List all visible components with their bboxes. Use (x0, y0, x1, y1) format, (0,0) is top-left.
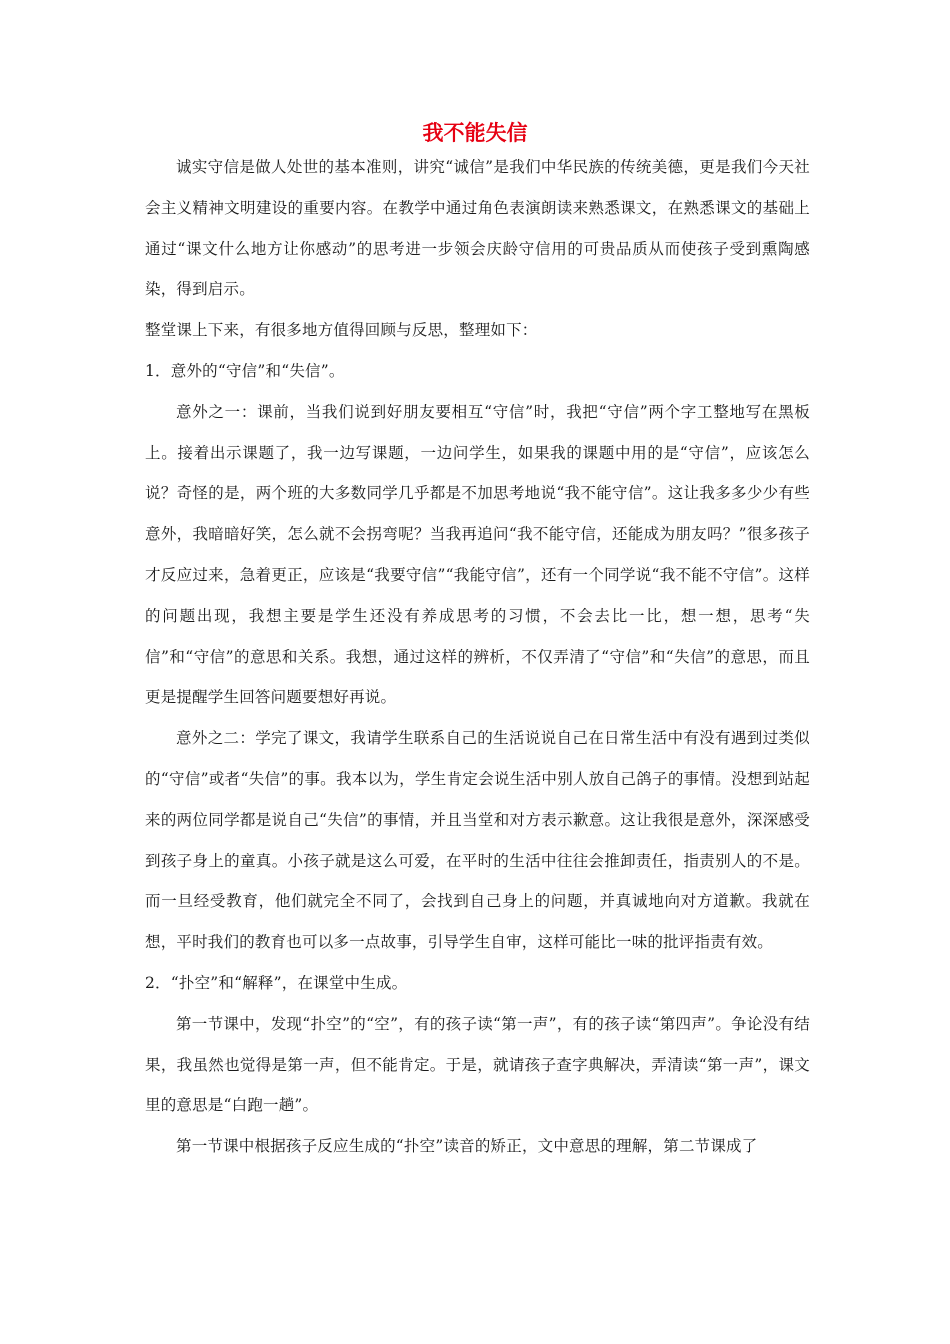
document-body (145, 147, 810, 1167)
section-heading-2: 2．“扑空”和“解释”，在课堂中生成。 (145, 973, 408, 992)
paragraph-second-lesson: 第一节课中根据孩子反应生成的“扑空”读音的矫正，文中意思的理解，第二节课成了 (176, 1137, 758, 1156)
paragraph-first-lesson: 第一节课中，发现“扑空”的“空”，有的孩子读“第一声”，有的孩子读“第四声”。争论没有结果，我虽然也觉得是第一声，但不能肯定。于是，就请孩子查字典解决，弄清读“第一声”，课文里的意思是“白跑一趟”。 (145, 1014, 810, 1115)
paragraph-surprise-2: 意外之二：学完了课文，我请学生联系自己的生活说说自己在日常生活中有没有遇到过类似的“守信”或者“失信”的事。我本以为，学生肯定会说生活中别人放自己鸽子的事情。没想到站起来的两位同学都是说自己“失信”的事情，并且当堂和对方表示歉意。这让我很是意外，深深感受到孩子身上的童真。小孩子就是这么可爱，在平时的生活中往往会推卸责任，指责别人的不是。而一旦经受教育，他们就完全不同了，会找到自己身上的问题，并真诚地向对方道歉。我就在想，平时我们的教育也可以多一点故事，引导学生自审，这样可能比一味的批评指责有效。 (145, 729, 810, 952)
document-title: 我不能失信 (422, 121, 528, 145)
section-heading-1: 1．意外的“守信”和“失信”。 (145, 361, 345, 380)
paragraph-surprise-1: 意外之一：课前，当我们说到好朋友要相互“守信”时，我把“守信”两个字工整地写在黑板上。接着出示课题了，我一边写课题，一边问学生，如果我的课题中用的是“守信”，应该怎么说？奇怪的是，两个班的大多数同学几乎都是不加思考地说“我不能守信”。这让我多多少少有些意外，我暗暗好笑，怎么就不会拐弯呢？当我再追问“我不能守信，还能成为朋友吗？”很多孩子才反应过来，急着更正，应该是“我要守信”“我能守信”，还有一个同学说“我不能不守信”。这样的问题出现，我想主要是学生还没有养成思考的习惯，不会去比一比，想一想，思考“失信”和“守信”的意思和关系。我想，通过这样的辨析，不仅弄清了“守信”和“失信”的意思，而且更是提醒学生回答问题要想好再说。 (145, 402, 810, 707)
paragraph-intro: 诚实守信是做人处世的基本准则，讲究“诚信”是我们中华民族的传统美德，更是我们今天社会主义精神文明建设的重要内容。在教学中通过角色表演朗读来熟悉课文，在熟悉课文的基础上通过“课文什么地方让你感动”的思考进一步领会庆龄守信用的可贵品质从而使孩子受到熏陶感染，得到启示。 (145, 158, 810, 299)
paragraph-summary: 整堂课上下来，有很多地方值得回顾与反思，整理如下： (145, 321, 538, 340)
